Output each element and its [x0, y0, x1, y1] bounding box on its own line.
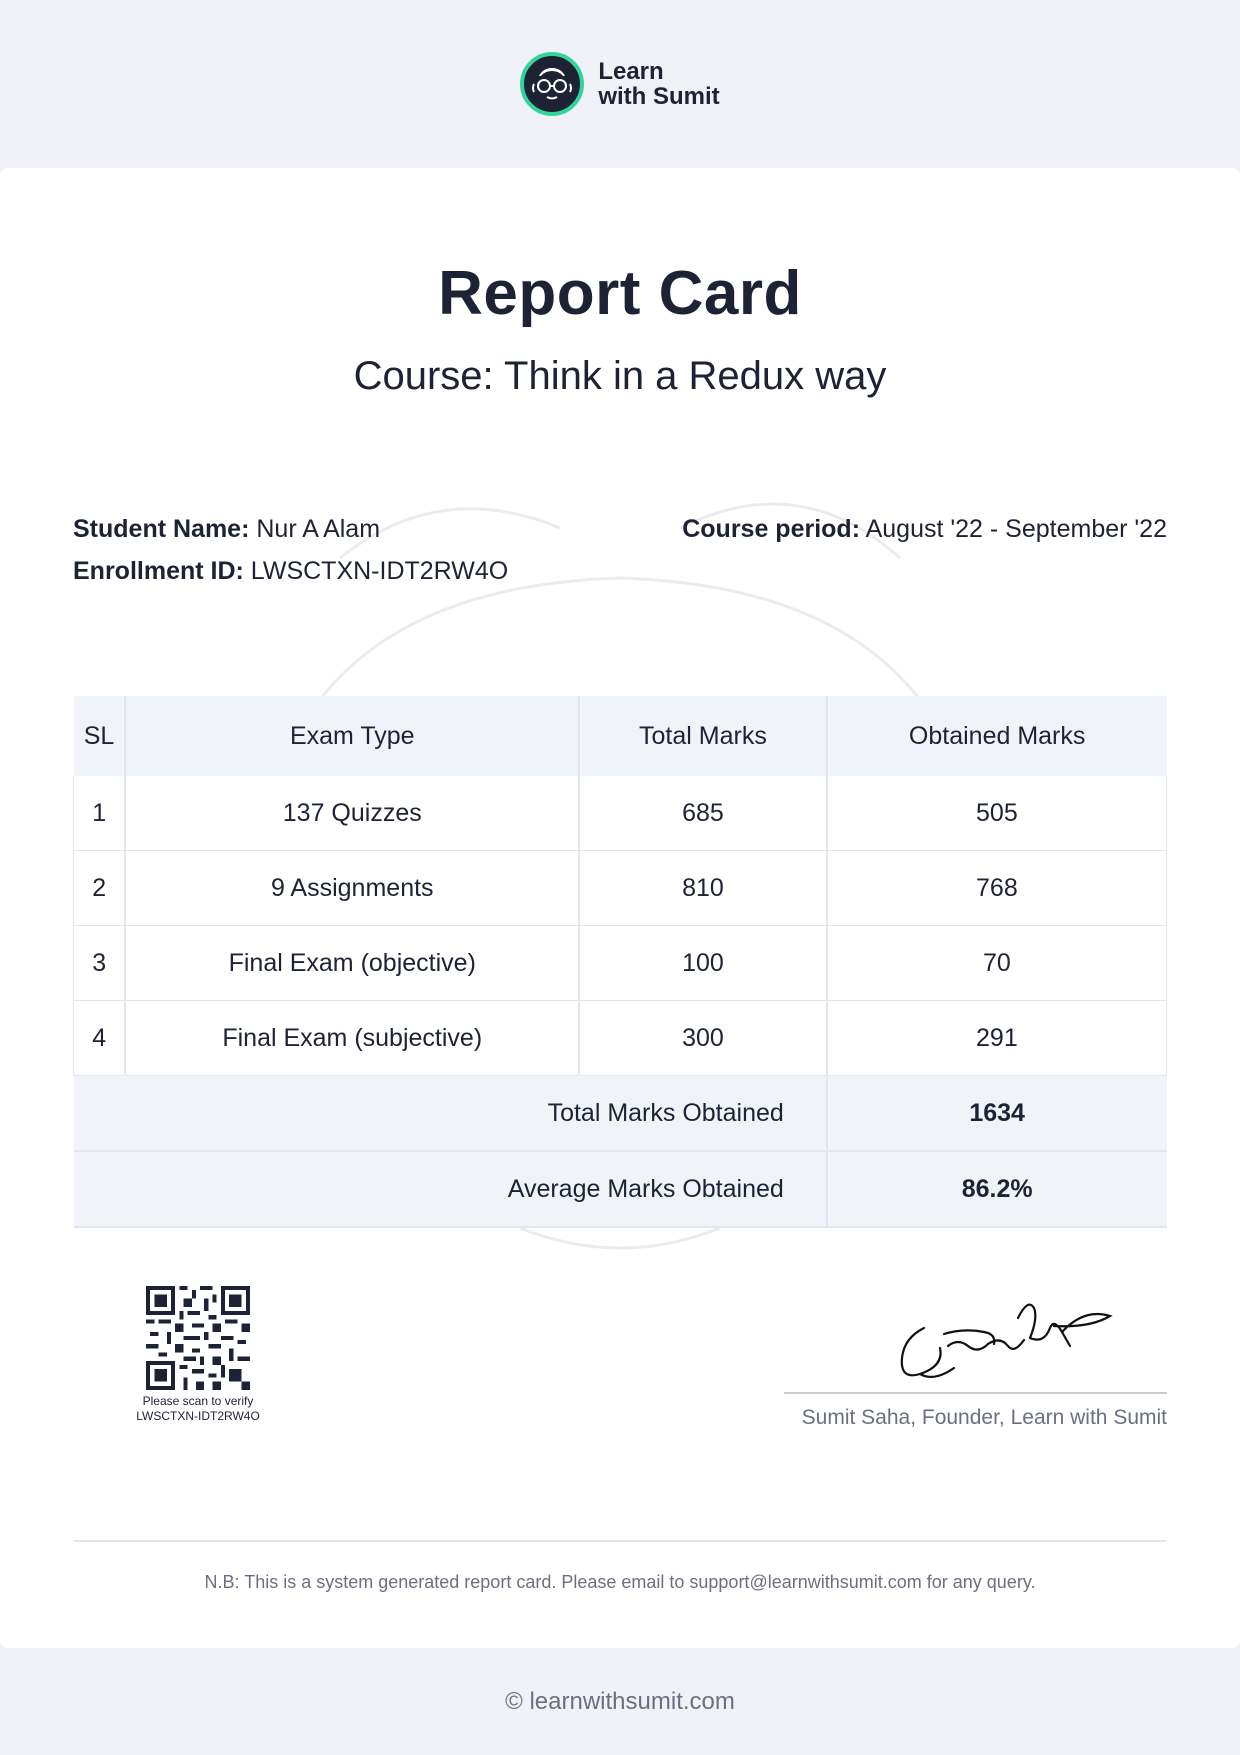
signature-line	[784, 1392, 1167, 1394]
cell-exam-type: 137 Quizzes	[125, 776, 579, 851]
qr-code-icon	[146, 1286, 250, 1390]
brand-logo	[520, 52, 719, 116]
page-footer	[0, 1648, 1240, 1755]
qr-caption-line-1: Please scan to verify	[142, 1394, 254, 1408]
enrollment-label: Enrollment ID:	[73, 557, 244, 585]
logo-face-icon	[520, 52, 584, 116]
table-row	[74, 776, 1167, 851]
report-card	[0, 168, 1240, 1648]
system-note: N.B: This is a system generated report card. Please email to support@learnwithsumit.com for any query.	[204, 1572, 1036, 1592]
table-row	[74, 926, 1167, 1001]
cell-exam-type: 9 Assignments	[125, 851, 579, 926]
cell-exam-type: Final Exam (subjective)	[125, 1001, 579, 1076]
cell-obtained-marks: 70	[827, 926, 1167, 1001]
cell-sl: 2	[74, 851, 126, 926]
cell-obtained-marks: 505	[827, 776, 1167, 851]
total-marks-label: Total Marks Obtained	[74, 1076, 827, 1152]
table-row	[74, 1001, 1167, 1076]
report-title: Report Card	[438, 259, 802, 328]
cell-sl: 1	[74, 776, 126, 851]
average-marks-value: 86.2%	[827, 1151, 1167, 1227]
cell-sl: 4	[74, 1001, 126, 1076]
verify-qr	[132, 1286, 264, 1424]
cell-total-marks: 100	[579, 926, 827, 1001]
header-sl: SL	[74, 696, 126, 776]
student-info	[73, 508, 508, 592]
table-header-row	[74, 696, 1167, 776]
cell-obtained-marks: 768	[827, 851, 1167, 926]
footer-divider	[73, 1540, 1167, 1542]
qr-caption	[132, 1394, 264, 1424]
footer-link[interactable]: © learnwithsumit.com	[505, 1687, 735, 1715]
student-name-label: Student Name:	[73, 515, 250, 543]
table-row	[74, 851, 1167, 926]
signer-name: Sumit Saha, Founder, Learn with Sumit	[801, 1406, 1167, 1429]
header-total-marks: Total Marks	[579, 696, 827, 776]
signature-icon	[884, 1288, 1114, 1392]
cell-total-marks: 300	[579, 1001, 827, 1076]
cell-exam-type: Final Exam (objective)	[125, 926, 579, 1001]
logo-text	[598, 59, 719, 109]
cell-total-marks: 685	[579, 776, 827, 851]
total-marks-value: 1634	[827, 1076, 1167, 1152]
marks-table	[73, 696, 1167, 1228]
enrollment-id: LWSCTXN-IDT2RW4O	[250, 557, 509, 585]
enrollment-row	[73, 550, 508, 592]
course-period-label: Course period:	[682, 515, 861, 543]
page-header	[0, 0, 1240, 168]
logo-line-2: with Sumit	[598, 83, 720, 110]
course-period: August '22 - September '22	[865, 515, 1167, 543]
signature-block	[784, 1288, 1167, 1430]
header-exam-type: Exam Type	[125, 696, 579, 776]
qr-caption-line-2: LWSCTXN-IDT2RW4O	[136, 1409, 260, 1423]
course-period-info	[682, 508, 1167, 550]
total-marks-row	[74, 1076, 1167, 1152]
student-name-row	[73, 508, 508, 550]
student-name: Nur A Alam	[256, 515, 381, 543]
cell-sl: 3	[74, 926, 126, 1001]
cell-total-marks: 810	[579, 851, 827, 926]
average-marks-row	[74, 1151, 1167, 1227]
course-name: Course: Think in a Redux way	[353, 354, 887, 398]
logo-line-1: Learn	[598, 58, 664, 85]
average-marks-label: Average Marks Obtained	[74, 1151, 827, 1227]
cell-obtained-marks: 291	[827, 1001, 1167, 1076]
header-obtained-marks: Obtained Marks	[827, 696, 1167, 776]
